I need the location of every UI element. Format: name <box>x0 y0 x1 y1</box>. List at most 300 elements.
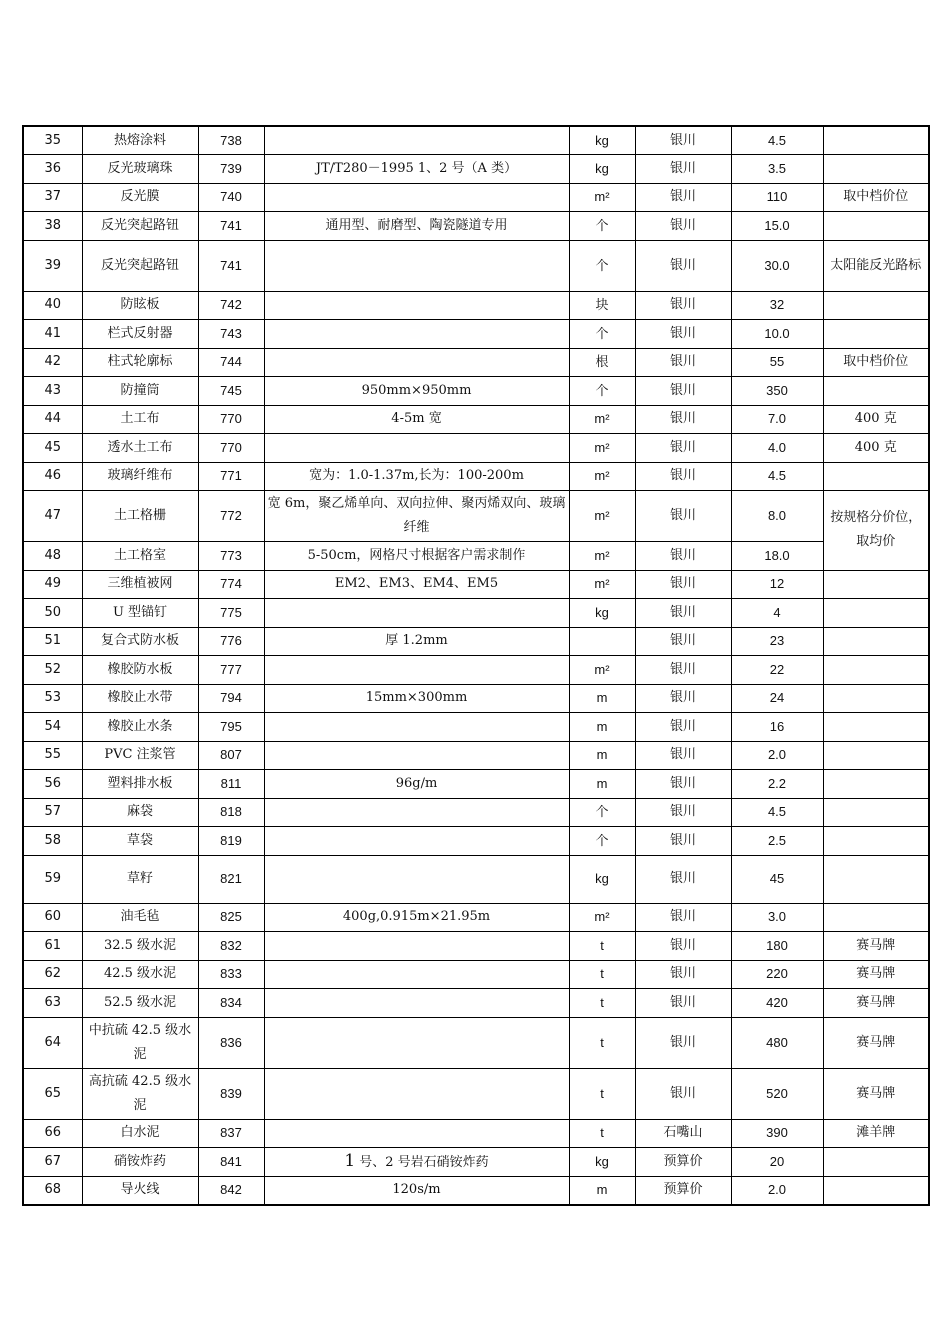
material-place: 银川 <box>635 827 731 856</box>
material-place: 银川 <box>635 627 731 656</box>
material-spec: 宽 6m，聚乙烯单向、双向拉伸、聚丙烯双向、玻璃纤维 <box>264 491 569 542</box>
material-remark <box>823 713 929 742</box>
row-number: 56 <box>23 770 82 799</box>
material-name: 热熔涂料 <box>82 126 198 155</box>
material-price: 12 <box>731 570 823 599</box>
row-number: 42 <box>23 348 82 377</box>
material-price: 24 <box>731 684 823 713</box>
material-code: 743 <box>198 320 264 349</box>
material-place: 银川 <box>635 462 731 491</box>
material-price: 2.5 <box>731 827 823 856</box>
material-spec <box>264 1017 569 1068</box>
material-unit: kg <box>569 1148 635 1177</box>
material-unit: kg <box>569 126 635 155</box>
material-place: 银川 <box>635 684 731 713</box>
material-unit: t <box>569 932 635 961</box>
material-price: 3.5 <box>731 155 823 184</box>
material-code: 841 <box>198 1148 264 1177</box>
material-price: 32 <box>731 291 823 320</box>
material-code: 818 <box>198 798 264 827</box>
material-unit: m² <box>569 462 635 491</box>
material-price: 30.0 <box>731 240 823 291</box>
material-remark: 太阳能反光路标 <box>823 240 929 291</box>
material-place: 银川 <box>635 291 731 320</box>
material-remark <box>823 627 929 656</box>
material-price: 2.0 <box>731 1176 823 1205</box>
material-code: 770 <box>198 434 264 463</box>
row-number: 55 <box>23 741 82 770</box>
material-price: 4.0 <box>731 434 823 463</box>
material-place: 银川 <box>635 377 731 406</box>
row-number: 68 <box>23 1176 82 1205</box>
material-spec <box>264 599 569 628</box>
material-place: 银川 <box>635 1068 731 1119</box>
material-unit: 个 <box>569 320 635 349</box>
material-spec <box>264 320 569 349</box>
spec-number: 1 <box>344 1150 356 1171</box>
material-spec: 950mm×950mm <box>264 377 569 406</box>
material-remark <box>823 155 929 184</box>
material-place: 银川 <box>635 320 731 349</box>
material-place: 银川 <box>635 960 731 989</box>
material-place: 石嘴山 <box>635 1119 731 1148</box>
material-spec <box>264 741 569 770</box>
table-row <box>23 405 929 434</box>
material-remark <box>823 462 929 491</box>
row-number: 41 <box>23 320 82 349</box>
material-code: 819 <box>198 827 264 856</box>
material-remark <box>823 903 929 932</box>
material-unit: m² <box>569 542 635 571</box>
row-number: 46 <box>23 462 82 491</box>
table-row <box>23 348 929 377</box>
material-place: 银川 <box>635 1017 731 1068</box>
material-unit: m² <box>569 183 635 212</box>
material-code: 837 <box>198 1119 264 1148</box>
material-remark: 赛马牌 <box>823 960 929 989</box>
row-number: 67 <box>23 1148 82 1177</box>
material-remark: 赛马牌 <box>823 1017 929 1068</box>
material-name: 橡胶止水条 <box>82 713 198 742</box>
table-row <box>23 798 929 827</box>
table-row <box>23 1176 929 1205</box>
material-spec <box>264 1148 569 1177</box>
material-code: 795 <box>198 713 264 742</box>
material-name: 油毛毡 <box>82 903 198 932</box>
material-code: 825 <box>198 903 264 932</box>
material-price: 2.2 <box>731 770 823 799</box>
material-spec <box>264 855 569 903</box>
material-place: 银川 <box>635 240 731 291</box>
material-place: 银川 <box>635 713 731 742</box>
material-spec: EM2、EM3、EM4、EM5 <box>264 570 569 599</box>
material-price: 55 <box>731 348 823 377</box>
material-name: 防眩板 <box>82 291 198 320</box>
material-name: 麻袋 <box>82 798 198 827</box>
material-price: 2.0 <box>731 741 823 770</box>
table-row <box>23 155 929 184</box>
material-remark: 滩羊牌 <box>823 1119 929 1148</box>
material-remark <box>823 599 929 628</box>
material-name: 橡胶防水板 <box>82 656 198 685</box>
material-name: 土工格室 <box>82 542 198 571</box>
table-row <box>23 599 929 628</box>
material-code: 833 <box>198 960 264 989</box>
material-code: 775 <box>198 599 264 628</box>
material-place: 预算价 <box>635 1148 731 1177</box>
row-number: 60 <box>23 903 82 932</box>
material-remark <box>823 320 929 349</box>
table-row <box>23 827 929 856</box>
material-name: 柱式轮廓标 <box>82 348 198 377</box>
table-row <box>23 434 929 463</box>
row-number: 43 <box>23 377 82 406</box>
material-unit: m² <box>569 903 635 932</box>
material-place: 预算价 <box>635 1176 731 1205</box>
material-unit: m² <box>569 491 635 542</box>
table-row <box>23 491 929 542</box>
material-place: 银川 <box>635 798 731 827</box>
material-name: 反光玻璃珠 <box>82 155 198 184</box>
material-place: 银川 <box>635 405 731 434</box>
material-name: 三维植被网 <box>82 570 198 599</box>
material-unit: t <box>569 989 635 1018</box>
material-unit: m² <box>569 405 635 434</box>
table-row <box>23 741 929 770</box>
material-price: 420 <box>731 989 823 1018</box>
material-remark: 赛马牌 <box>823 932 929 961</box>
material-spec: 15mm×300mm <box>264 684 569 713</box>
material-code: 745 <box>198 377 264 406</box>
material-unit: m <box>569 713 635 742</box>
material-price: 4.5 <box>731 798 823 827</box>
material-name: 32.5 级水泥 <box>82 932 198 961</box>
material-spec <box>264 348 569 377</box>
material-remark <box>823 1148 929 1177</box>
material-code: 794 <box>198 684 264 713</box>
material-spec <box>264 827 569 856</box>
row-number: 47 <box>23 491 82 542</box>
material-spec: 厚 1.2mm <box>264 627 569 656</box>
material-spec: 120s/m <box>264 1176 569 1205</box>
row-number: 63 <box>23 989 82 1018</box>
material-place: 银川 <box>635 183 731 212</box>
material-remark <box>823 291 929 320</box>
material-price: 480 <box>731 1017 823 1068</box>
material-name: 反光突起路钮 <box>82 212 198 241</box>
material-spec: JT/T280－1995 1、2 号（A 类） <box>264 155 569 184</box>
material-price: 4.5 <box>731 126 823 155</box>
material-unit: 个 <box>569 240 635 291</box>
material-unit: t <box>569 960 635 989</box>
table-row <box>23 1068 929 1119</box>
material-unit: kg <box>569 855 635 903</box>
material-price: 350 <box>731 377 823 406</box>
material-name: 硝铵炸药 <box>82 1148 198 1177</box>
table-row <box>23 240 929 291</box>
material-remark <box>823 741 929 770</box>
material-place: 银川 <box>635 903 731 932</box>
row-number: 59 <box>23 855 82 903</box>
material-name: 土工格栅 <box>82 491 198 542</box>
material-place: 银川 <box>635 599 731 628</box>
material-name: 42.5 级水泥 <box>82 960 198 989</box>
material-remark-merged: 按规格分价位，取均价 <box>823 491 929 571</box>
material-name: 玻璃纤维布 <box>82 462 198 491</box>
table-row <box>23 570 929 599</box>
material-place: 银川 <box>635 126 731 155</box>
material-code: 773 <box>198 542 264 571</box>
material-unit: t <box>569 1068 635 1119</box>
material-code: 807 <box>198 741 264 770</box>
material-price: 10.0 <box>731 320 823 349</box>
material-price: 4 <box>731 599 823 628</box>
material-spec <box>264 656 569 685</box>
material-price: 220 <box>731 960 823 989</box>
table-row <box>23 903 929 932</box>
row-number: 58 <box>23 827 82 856</box>
material-place: 银川 <box>635 741 731 770</box>
material-name: U 型锚钉 <box>82 599 198 628</box>
material-code: 834 <box>198 989 264 1018</box>
material-unit: m <box>569 1176 635 1205</box>
material-code: 771 <box>198 462 264 491</box>
material-price: 180 <box>731 932 823 961</box>
row-number: 48 <box>23 542 82 571</box>
material-price-table <box>22 125 930 1206</box>
table-row <box>23 542 929 571</box>
material-price: 18.0 <box>731 542 823 571</box>
material-remark <box>823 770 929 799</box>
material-spec <box>264 932 569 961</box>
row-number: 57 <box>23 798 82 827</box>
material-unit: 个 <box>569 377 635 406</box>
material-unit: m² <box>569 570 635 599</box>
material-name: 草袋 <box>82 827 198 856</box>
material-unit: 根 <box>569 348 635 377</box>
material-name: 塑料排水板 <box>82 770 198 799</box>
material-remark: 赛马牌 <box>823 989 929 1018</box>
table-row <box>23 462 929 491</box>
material-price: 45 <box>731 855 823 903</box>
material-name: 防撞筒 <box>82 377 198 406</box>
table-row <box>23 1017 929 1068</box>
material-unit: m <box>569 684 635 713</box>
material-remark <box>823 377 929 406</box>
material-code: 740 <box>198 183 264 212</box>
row-number: 52 <box>23 656 82 685</box>
material-price: 20 <box>731 1148 823 1177</box>
material-place: 银川 <box>635 656 731 685</box>
material-name: 高抗硫 42.5 级水泥 <box>82 1068 198 1119</box>
material-code: 738 <box>198 126 264 155</box>
material-code: 770 <box>198 405 264 434</box>
material-remark: 取中档价位 <box>823 348 929 377</box>
row-number: 64 <box>23 1017 82 1068</box>
row-number: 36 <box>23 155 82 184</box>
material-remark: 400 克 <box>823 405 929 434</box>
spec-text: 号、2 号岩石硝铵炸药 <box>355 1154 489 1170</box>
material-code: 777 <box>198 656 264 685</box>
material-spec <box>264 240 569 291</box>
material-unit: m <box>569 770 635 799</box>
material-code: 832 <box>198 932 264 961</box>
material-name: 52.5 级水泥 <box>82 989 198 1018</box>
table-row <box>23 855 929 903</box>
material-unit: m <box>569 741 635 770</box>
table-row <box>23 126 929 155</box>
table-row <box>23 656 929 685</box>
material-name: 土工布 <box>82 405 198 434</box>
row-number: 45 <box>23 434 82 463</box>
material-code: 821 <box>198 855 264 903</box>
material-price: 390 <box>731 1119 823 1148</box>
material-spec <box>264 713 569 742</box>
table-row <box>23 183 929 212</box>
material-code: 811 <box>198 770 264 799</box>
table-row <box>23 960 929 989</box>
material-place: 银川 <box>635 770 731 799</box>
material-spec <box>264 798 569 827</box>
material-unit: kg <box>569 599 635 628</box>
table-row <box>23 989 929 1018</box>
material-place: 银川 <box>635 348 731 377</box>
material-unit <box>569 627 635 656</box>
material-code: 836 <box>198 1017 264 1068</box>
material-code: 742 <box>198 291 264 320</box>
table-row <box>23 684 929 713</box>
row-number: 53 <box>23 684 82 713</box>
material-code: 739 <box>198 155 264 184</box>
material-unit: 个 <box>569 827 635 856</box>
material-spec <box>264 126 569 155</box>
row-number: 39 <box>23 240 82 291</box>
material-name: 中抗硫 42.5 级水泥 <box>82 1017 198 1068</box>
row-number: 40 <box>23 291 82 320</box>
table-row <box>23 713 929 742</box>
material-place: 银川 <box>635 932 731 961</box>
material-unit: m² <box>569 434 635 463</box>
material-spec <box>264 291 569 320</box>
material-spec: 400g,0.915m×21.95m <box>264 903 569 932</box>
material-remark <box>823 212 929 241</box>
row-number: 37 <box>23 183 82 212</box>
material-code: 744 <box>198 348 264 377</box>
material-place: 银川 <box>635 212 731 241</box>
material-spec <box>264 183 569 212</box>
material-unit: kg <box>569 155 635 184</box>
material-price: 110 <box>731 183 823 212</box>
material-price: 22 <box>731 656 823 685</box>
material-spec: 通用型、耐磨型、陶瓷隧道专用 <box>264 212 569 241</box>
material-remark: 400 克 <box>823 434 929 463</box>
material-price: 23 <box>731 627 823 656</box>
material-code: 839 <box>198 1068 264 1119</box>
material-name: 导火线 <box>82 1176 198 1205</box>
material-remark <box>823 570 929 599</box>
material-place: 银川 <box>635 989 731 1018</box>
material-spec <box>264 1068 569 1119</box>
row-number: 62 <box>23 960 82 989</box>
material-spec: 96g/m <box>264 770 569 799</box>
material-unit: 个 <box>569 212 635 241</box>
table-row <box>23 291 929 320</box>
material-price: 4.5 <box>731 462 823 491</box>
material-price: 8.0 <box>731 491 823 542</box>
material-remark <box>823 684 929 713</box>
material-remark <box>823 855 929 903</box>
material-place: 银川 <box>635 491 731 542</box>
material-code: 842 <box>198 1176 264 1205</box>
material-spec: 宽为：1.0-1.37m,长为：100-200m <box>264 462 569 491</box>
material-name: 透水土工布 <box>82 434 198 463</box>
material-remark: 赛马牌 <box>823 1068 929 1119</box>
material-place: 银川 <box>635 542 731 571</box>
material-place: 银川 <box>635 855 731 903</box>
material-name: 栏式反射器 <box>82 320 198 349</box>
material-unit: t <box>569 1017 635 1068</box>
material-remark <box>823 827 929 856</box>
material-code: 741 <box>198 240 264 291</box>
material-name: 橡胶止水带 <box>82 684 198 713</box>
material-spec: 5-50cm，网格尺寸根据客户需求制作 <box>264 542 569 571</box>
material-unit: m² <box>569 656 635 685</box>
material-price: 16 <box>731 713 823 742</box>
row-number: 51 <box>23 627 82 656</box>
row-number: 38 <box>23 212 82 241</box>
material-remark <box>823 126 929 155</box>
row-number: 54 <box>23 713 82 742</box>
row-number: 61 <box>23 932 82 961</box>
material-name: 反光突起路钮 <box>82 240 198 291</box>
material-name: 反光膜 <box>82 183 198 212</box>
material-price: 7.0 <box>731 405 823 434</box>
row-number: 66 <box>23 1119 82 1148</box>
table-row <box>23 770 929 799</box>
material-price: 3.0 <box>731 903 823 932</box>
material-price: 15.0 <box>731 212 823 241</box>
table-row <box>23 1119 929 1148</box>
material-remark <box>823 656 929 685</box>
table-row <box>23 212 929 241</box>
material-spec <box>264 989 569 1018</box>
material-unit: 块 <box>569 291 635 320</box>
material-place: 银川 <box>635 434 731 463</box>
table-row <box>23 627 929 656</box>
material-place: 银川 <box>635 570 731 599</box>
material-remark <box>823 798 929 827</box>
material-name: PVC 注浆管 <box>82 741 198 770</box>
material-code: 772 <box>198 491 264 542</box>
material-name: 复合式防水板 <box>82 627 198 656</box>
row-number: 50 <box>23 599 82 628</box>
material-unit: 个 <box>569 798 635 827</box>
material-remark <box>823 1176 929 1205</box>
row-number: 35 <box>23 126 82 155</box>
table-row <box>23 1148 929 1177</box>
row-number: 49 <box>23 570 82 599</box>
material-remark: 取中档价位 <box>823 183 929 212</box>
material-code: 774 <box>198 570 264 599</box>
material-place: 银川 <box>635 155 731 184</box>
material-spec <box>264 434 569 463</box>
material-spec <box>264 960 569 989</box>
material-spec: 4-5m 宽 <box>264 405 569 434</box>
table-row <box>23 932 929 961</box>
table-row <box>23 320 929 349</box>
material-name: 白水泥 <box>82 1119 198 1148</box>
row-number: 65 <box>23 1068 82 1119</box>
